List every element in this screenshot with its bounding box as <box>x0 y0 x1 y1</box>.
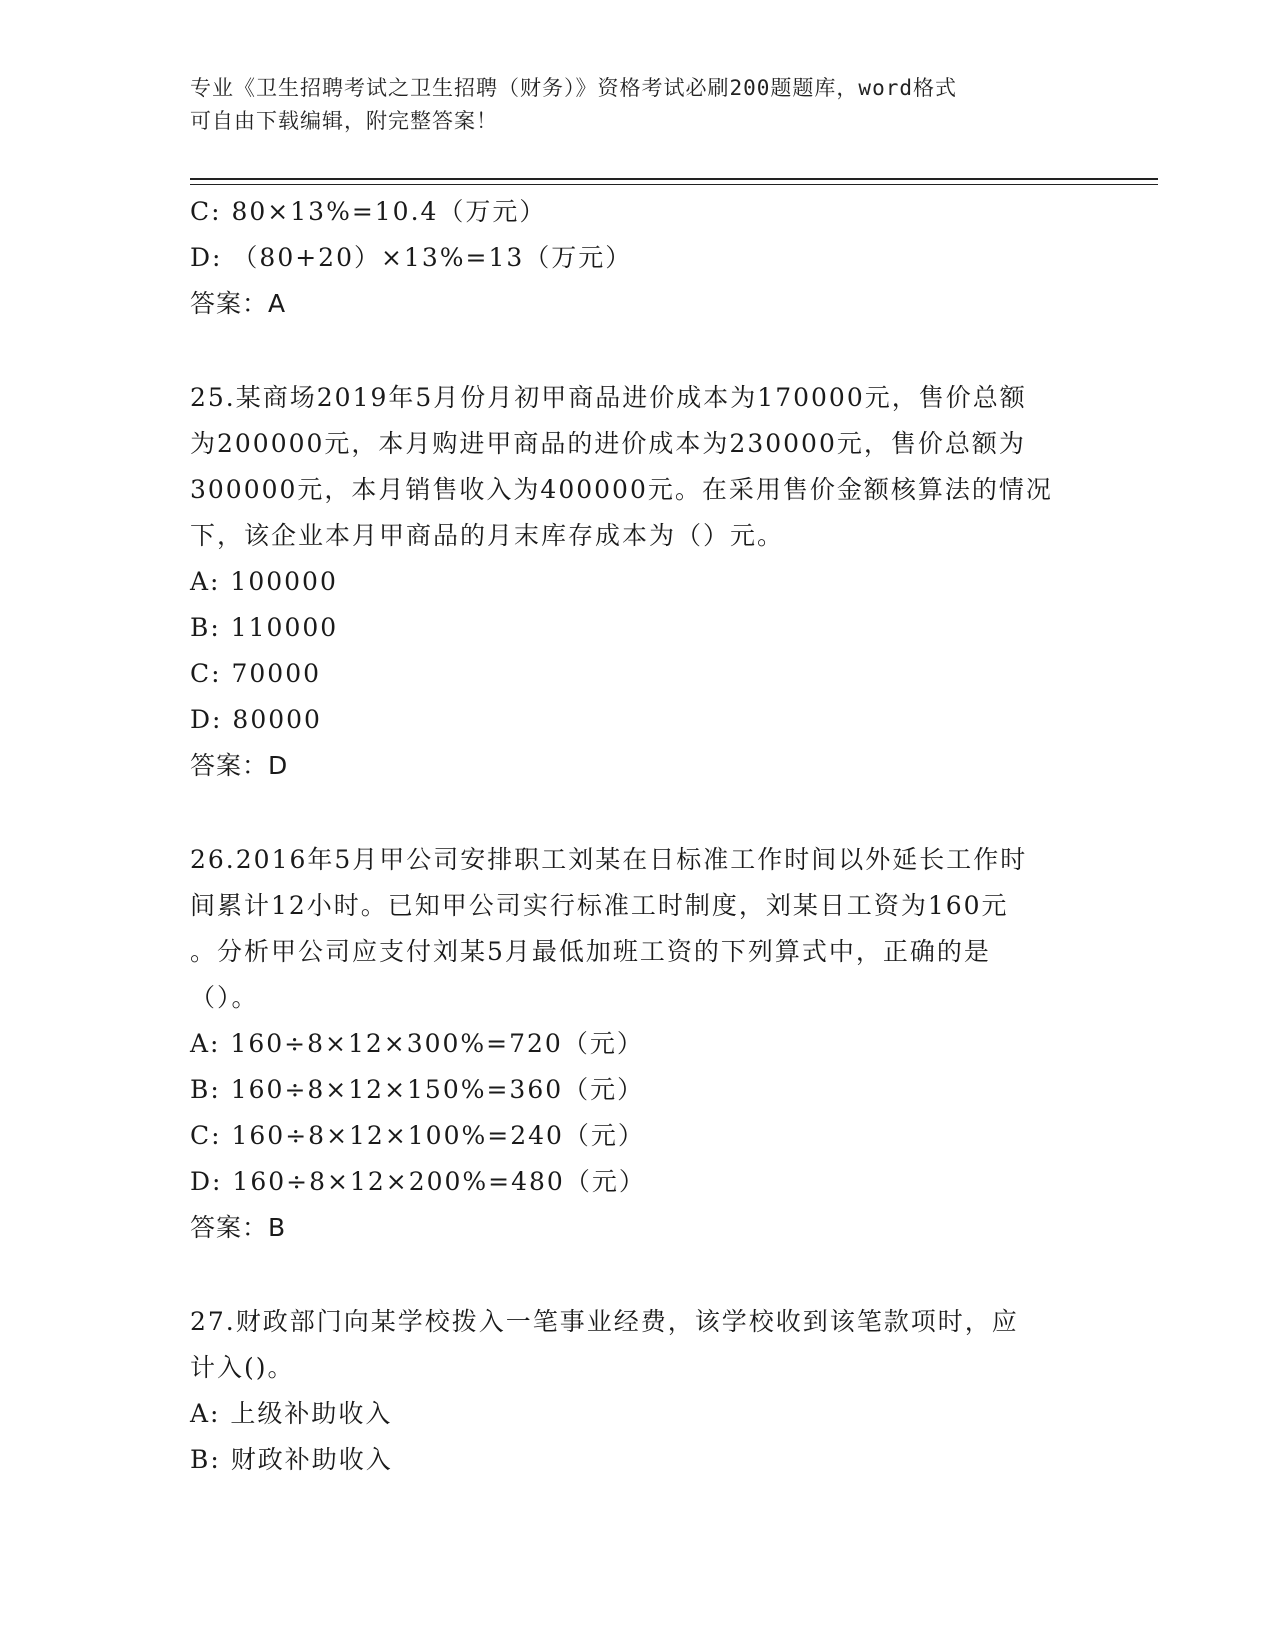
answer-line: 答案：A <box>190 289 287 318</box>
answer-line: 答案：B <box>190 1213 287 1242</box>
option-d: D: 80000 <box>190 705 322 734</box>
option-d: D: 160÷8×12×200%=480（元） <box>190 1167 646 1196</box>
question-stem-line: 间累计12小时。已知甲公司实行标准工时制度，刘某日工资为160元 <box>190 891 1009 920</box>
option-b: B: 160÷8×12×150%=360（元） <box>190 1075 645 1104</box>
document-body <box>190 189 1090 1483</box>
question-stem-line: 。分析甲公司应支付刘某5月最低加班工资的下列算式中，正确的是 <box>190 937 991 966</box>
option-d: D: （80+20）×13%=13（万元） <box>190 243 633 272</box>
header-line-1: 专业《卫生招聘考试之卫生招聘（财务）》资格考试必刷200题题库，word格式 <box>190 76 957 100</box>
option-c: C: 70000 <box>190 659 322 688</box>
option-b: B: 财政补助收入 <box>190 1445 393 1474</box>
option-b: B: 110000 <box>190 613 339 642</box>
option-a: A: 上级补助收入 <box>190 1399 393 1428</box>
prev-question-block <box>190 189 1090 327</box>
question-stem-line: 计入()。 <box>190 1353 295 1382</box>
question-25 <box>190 375 1090 789</box>
question-stem-line: 25.某商场2019年5月份月初甲商品进价成本为170000元，售价总额 <box>190 383 1027 412</box>
header-divider-thick <box>190 178 1158 180</box>
document-header <box>190 72 1090 138</box>
question-stem-line: 27.财政部门向某学校拨入一笔事业经费，该学校收到该笔款项时，应 <box>190 1307 1019 1336</box>
question-27 <box>190 1299 1090 1483</box>
option-c: C: 160÷8×12×100%=240（元） <box>190 1121 645 1150</box>
option-c: C: 80×13%=10.4（万元） <box>190 197 547 226</box>
header-divider-thin <box>190 184 1158 185</box>
answer-line: 答案：D <box>190 751 289 780</box>
header-line-2: 可自由下载编辑，附完整答案！ <box>190 109 498 133</box>
question-stem-line: 为200000元，本月购进甲商品的进价成本为230000元，售价总额为 <box>190 429 1026 458</box>
question-26 <box>190 837 1090 1251</box>
option-a: A: 160÷8×12×300%=720（元） <box>190 1029 644 1058</box>
option-a: A: 100000 <box>190 567 338 596</box>
question-stem-line: 26.2016年5月甲公司安排职工刘某在日标准工作时间以外延长工作时 <box>190 845 1028 874</box>
question-stem-line: （）。 <box>190 983 259 1012</box>
question-stem-line: 300000元，本月销售收入为400000元。在采用售价金额核算法的情况 <box>190 475 1053 504</box>
question-stem-line: 下，该企业本月甲商品的月末库存成本为（）元。 <box>190 521 785 550</box>
